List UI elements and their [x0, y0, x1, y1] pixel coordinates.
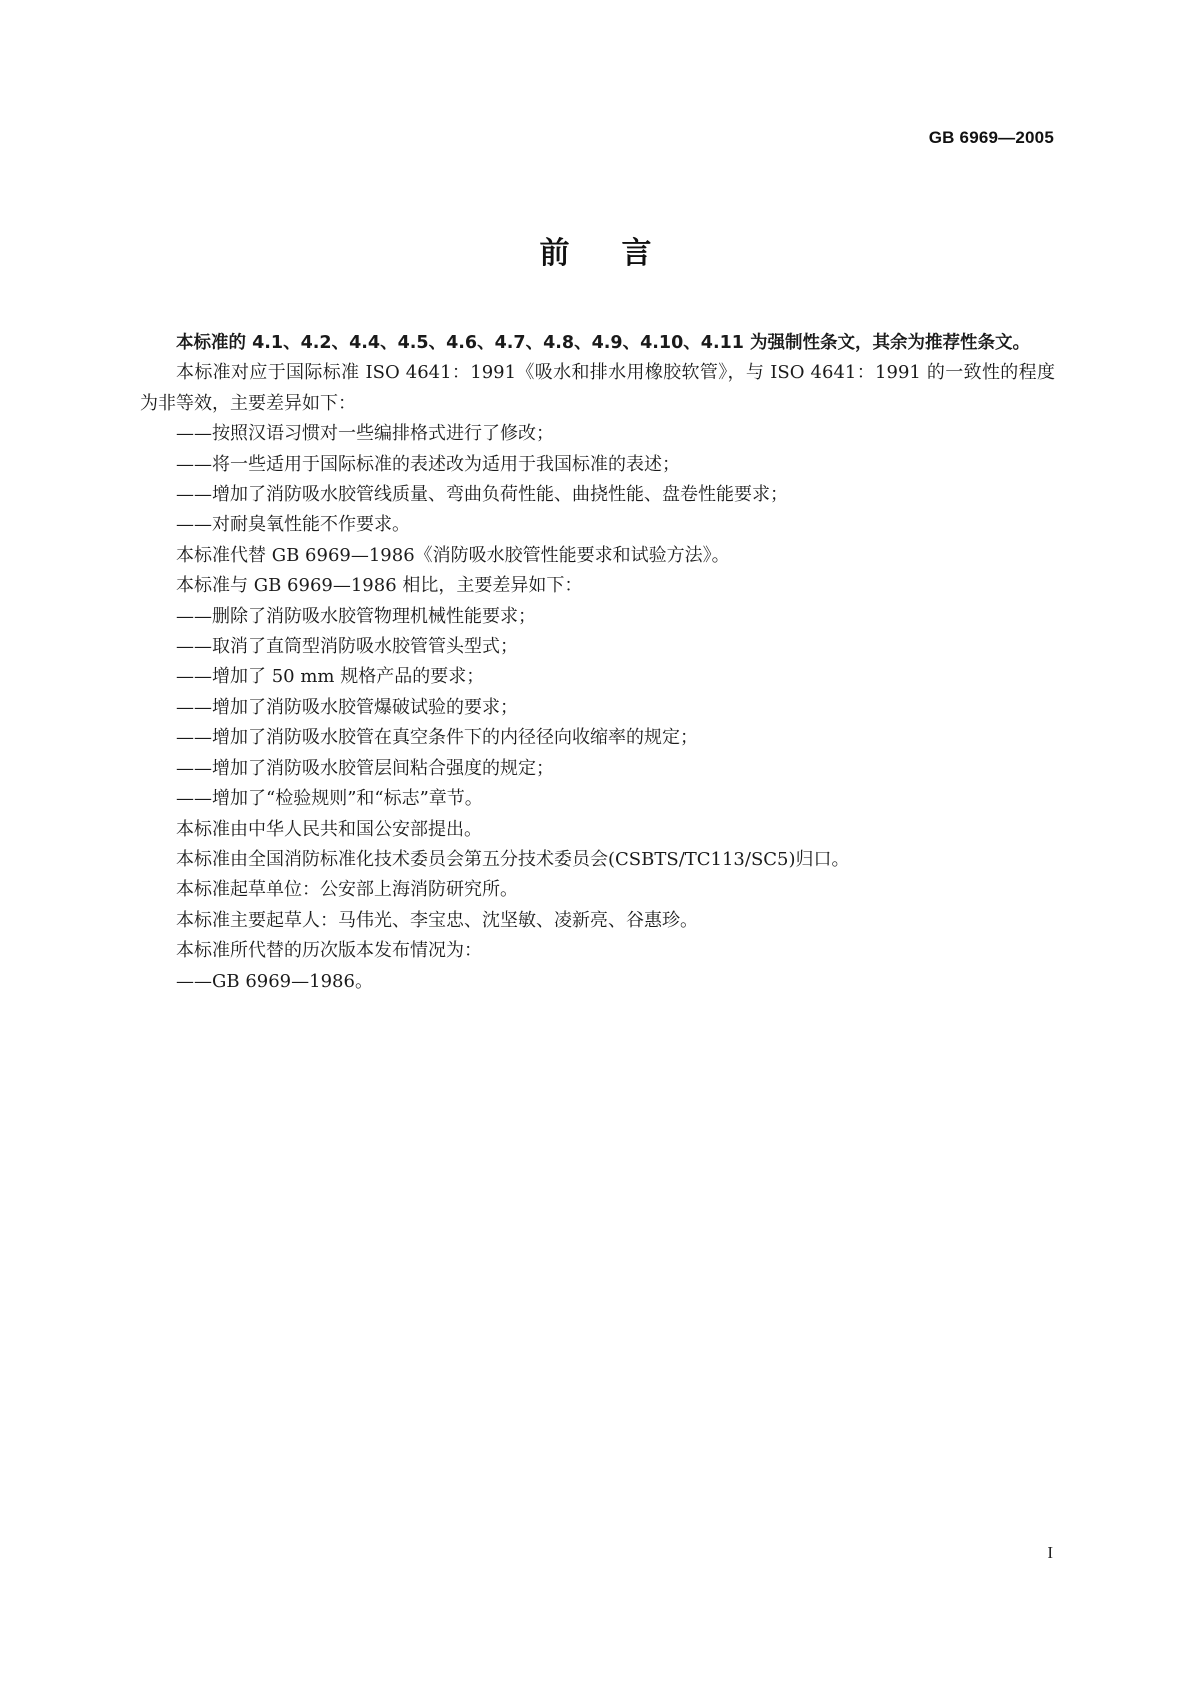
list-item: ——按照汉语习惯对一些编排格式进行了修改；	[176, 423, 554, 445]
correspondence-paragraph: 本标准对应于国际标准 ISO 4641：1991《吸水和排水用橡胶软管》，与 ISO 4641：1991 的一致性的程度为非等效，主要差异如下：	[140, 362, 1055, 414]
document-body	[140, 328, 1055, 997]
page-title: 前言	[539, 236, 704, 271]
list-item: ——删除了消防吸水胶管物理机械性能要求；	[176, 605, 536, 627]
previous-editions-paragraph: 本标准所代替的历次版本发布情况为：	[176, 940, 482, 962]
list-item: ——增加了消防吸水胶管层间粘合强度的规定；	[176, 757, 554, 779]
differences-paragraph: 本标准与 GB 6969—1986 相比，主要差异如下：	[176, 575, 583, 597]
drafters-paragraph: 本标准主要起草人：马伟光、李宝忠、沈坚敏、凌新亮、谷惠珍。	[176, 909, 698, 931]
list-item: ——取消了直筒型消防吸水胶管管头型式；	[176, 636, 518, 658]
list-item: ——增加了消防吸水胶管在真空条件下的内径径向收缩率的规定；	[176, 727, 698, 749]
drafting-unit-paragraph: 本标准起草单位：公安部上海消防研究所。	[176, 879, 518, 901]
list-item: ——增加了消防吸水胶管爆破试验的要求；	[176, 696, 518, 718]
list-item: ——对耐臭氧性能不作要求。	[176, 514, 410, 536]
list-item: ——增加了 50 mm 规格产品的要求；	[176, 666, 485, 688]
list-item: ——GB 6969—1986。	[176, 970, 373, 992]
list-item: ——将一些适用于国际标准的表述改为适用于我国标准的表述；	[176, 453, 680, 475]
committee-paragraph: 本标准由全国消防标准化技术委员会第五分技术委员会(CSBTS/TC113/SC5)归口。	[176, 848, 850, 870]
standard-code: GB 6969—2005	[928, 128, 1054, 147]
page-number: I	[1047, 1543, 1053, 1562]
list-item: ——增加了消防吸水胶管线质量、弯曲负荷性能、曲挠性能、盘卷性能要求；	[176, 484, 788, 506]
replaces-paragraph: 本标准代替 GB 6969—1986《消防吸水胶管性能要求和试验方法》。	[176, 544, 730, 566]
proposer-paragraph: 本标准由中华人民共和国公安部提出。	[176, 818, 482, 840]
mandatory-clauses-paragraph: 本标准的 4.1、4.2、4.4、4.5、4.6、4.7、4.8、4.9、4.10、4.11 为强制性条文，其余为推荐性条文。	[176, 333, 1031, 353]
list-item: ——增加了“检验规则”和“标志”章节。	[176, 788, 483, 810]
